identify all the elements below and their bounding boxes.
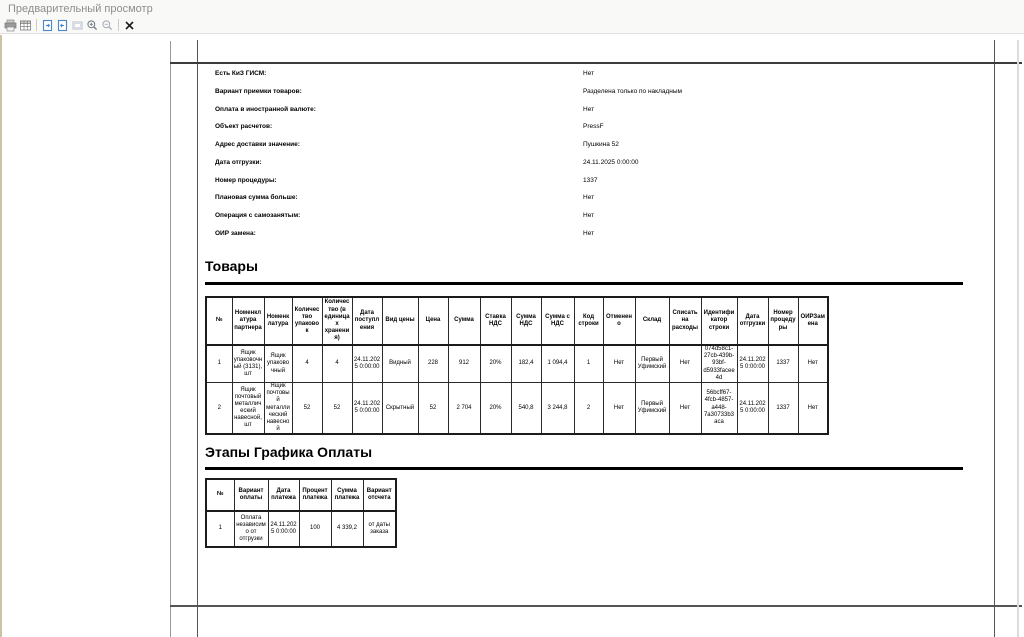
field-label: Объект расчетов: xyxy=(215,123,273,131)
right-margin-guide xyxy=(994,40,995,637)
top-margin-line xyxy=(170,62,1022,64)
field-label: Есть КиЗ ГИСМ: xyxy=(215,70,267,77)
column-header: Дата поступления xyxy=(352,297,382,345)
table-cell: Ящик упаковочный xyxy=(264,345,292,382)
field-row xyxy=(215,156,975,174)
table-cell: Ящик упаковочный (3131), шт xyxy=(232,345,264,382)
print-icon[interactable] xyxy=(3,18,17,32)
table-cell: 52 xyxy=(322,382,352,434)
table-row xyxy=(206,511,396,547)
table-cell: Ящик почтовый металлический навесной xyxy=(264,382,292,434)
column-header: Процент платежа xyxy=(299,479,331,511)
document-fields xyxy=(215,67,975,245)
products-table xyxy=(205,296,829,435)
field-value: Нет xyxy=(583,212,595,219)
table-cell: 2 xyxy=(206,382,232,434)
field-label: Адрес доставки значение: xyxy=(215,141,300,148)
grid-icon[interactable] xyxy=(18,18,32,32)
field-label: Плановая сумма больше: xyxy=(215,194,298,202)
table-cell: 20% xyxy=(480,382,511,434)
table-cell: Первый Уфимский xyxy=(635,382,669,434)
column-header: Количество (в единицах хранения) xyxy=(322,297,352,345)
table-cell: 24.11.2025 0:00:00 xyxy=(352,382,382,434)
left-margin-guide xyxy=(197,40,198,637)
section-rule xyxy=(205,467,963,470)
table-cell: 56bcff67-4fcb-4857-a448-7a30733b3aca xyxy=(701,382,737,434)
field-value: Нет xyxy=(583,194,595,202)
column-header: Вариант оплаты xyxy=(234,479,268,511)
field-row xyxy=(215,120,975,138)
table-cell: Видный xyxy=(382,345,418,382)
column-header: Цена xyxy=(418,297,448,345)
table-cell: 912 xyxy=(448,345,480,382)
field-label: Вариант приемки товаров: xyxy=(215,87,302,95)
table-cell: Нет xyxy=(798,382,828,434)
zoom-in-icon[interactable] xyxy=(85,18,99,32)
toolbar-separator xyxy=(36,19,37,31)
field-value: Нет xyxy=(583,70,595,77)
page-prev-icon[interactable] xyxy=(55,18,69,32)
table-cell: 20% xyxy=(480,345,511,382)
field-label: ОИР замена: xyxy=(215,229,256,237)
toolbar-separator xyxy=(118,19,119,31)
column-header: № xyxy=(206,297,232,345)
column-header: Сумма с НДС xyxy=(541,297,574,345)
window-title: Предварительный просмотр xyxy=(0,0,1024,17)
field-label: Номер процедуры: xyxy=(215,176,277,184)
table-cell: Нет xyxy=(669,345,701,382)
column-header: ОИРЗамена xyxy=(798,297,828,345)
table-cell: 1 xyxy=(206,511,234,547)
table-cell: 2 704 xyxy=(448,382,480,434)
column-header: Сумма НДС xyxy=(511,297,541,345)
column-header: Дата отгрузки xyxy=(737,297,768,345)
toolbar xyxy=(0,17,1024,34)
payments-table xyxy=(205,478,397,548)
field-row xyxy=(215,103,975,121)
field-row xyxy=(215,138,975,156)
close-icon[interactable] xyxy=(122,18,136,32)
table-cell: 1337 xyxy=(768,382,798,434)
column-header: Вид цены xyxy=(382,297,418,345)
table-cell: 2 xyxy=(574,382,603,434)
table-cell: от даты заказа xyxy=(363,511,396,547)
field-row xyxy=(215,227,975,245)
field-label: Дата отгрузки: xyxy=(215,158,262,166)
table-cell: 1337 xyxy=(768,345,798,382)
page-left-edge xyxy=(170,41,171,637)
table-row xyxy=(206,382,828,434)
table-cell: 228 xyxy=(418,345,448,382)
table-cell: 24.11.2025 0:00:00 xyxy=(352,345,382,382)
field-value: Пушкина 52 xyxy=(583,141,619,148)
table-cell: 4 xyxy=(292,345,322,382)
table-cell: 182,4 xyxy=(511,345,541,382)
column-header: № xyxy=(206,479,234,511)
field-value: Разделена только по накладным xyxy=(583,87,682,95)
page-next-icon[interactable] xyxy=(40,18,54,32)
table-cell: Нет xyxy=(798,345,828,382)
table-cell: Скрытный xyxy=(382,382,418,434)
table-cell: 4 339,2 xyxy=(331,511,363,547)
section-rule xyxy=(205,282,963,285)
table-cell: Оплата независимо от отгрузки xyxy=(234,511,268,547)
table-row xyxy=(206,345,828,382)
table-cell: 1 xyxy=(206,345,232,382)
bottom-margin-line xyxy=(170,605,1022,607)
table-cell: 1 xyxy=(574,345,603,382)
table-cell: 24.11.2025 0:00:00 xyxy=(268,511,299,547)
field-row xyxy=(215,67,975,85)
field-value: 24.11.2025 0:00:00 xyxy=(583,158,639,166)
zoom-out-icon[interactable] xyxy=(100,18,114,32)
section-title-payments: Этапы Графика Оплаты xyxy=(205,444,373,460)
table-cell: 52 xyxy=(418,382,448,434)
table-cell: 100 xyxy=(299,511,331,547)
column-header: Вариант отсчета xyxy=(363,479,396,511)
column-header: Номенклатура партнера xyxy=(232,297,264,345)
table-cell: 540,8 xyxy=(511,382,541,434)
column-header: Списать на расходы xyxy=(669,297,701,345)
field-row xyxy=(215,174,975,192)
table-cell: Ящик почтовый металлический навесной, шт xyxy=(232,382,264,434)
table-cell: Нет xyxy=(603,345,635,382)
table-cell: Первый Уфимский xyxy=(635,345,669,382)
column-header: Дата платежа xyxy=(268,479,299,511)
preview-area xyxy=(0,35,1024,637)
window-left-border xyxy=(0,35,2,637)
table-cell: 3 244,8 xyxy=(541,382,574,434)
table-cell: Нет xyxy=(669,382,701,434)
section-title-products: Товары xyxy=(205,258,258,274)
field-value: Нет xyxy=(583,229,595,237)
table-cell: 24.11.2025 0:00:00 xyxy=(737,382,768,434)
column-header: Номер процедуры xyxy=(768,297,798,345)
column-header: Склад xyxy=(635,297,669,345)
column-header: Ставка НДС xyxy=(480,297,511,345)
field-value: 1337 xyxy=(583,176,598,184)
table-cell: Нет xyxy=(603,382,635,434)
table-cell: 4 xyxy=(322,345,352,382)
table-cell: 1 094,4 xyxy=(541,345,574,382)
field-row xyxy=(215,209,975,227)
column-header: Номенклатура xyxy=(264,297,292,345)
column-header: Сумма xyxy=(448,297,480,345)
column-header: Сумма платежа xyxy=(331,479,363,511)
field-row xyxy=(215,191,975,209)
column-header: Количество упаковок xyxy=(292,297,322,345)
field-label: Оплата в иностранной валюте: xyxy=(215,105,316,113)
column-header: Код строки xyxy=(574,297,603,345)
table-cell: 074d58c1-27cb-439b-93bf-d5933facee4d xyxy=(701,345,737,382)
column-header: Идентификатор строки xyxy=(701,297,737,345)
page-right-edge xyxy=(1017,40,1019,637)
column-header: Отменено xyxy=(603,297,635,345)
table-cell: 52 xyxy=(292,382,322,434)
field-row xyxy=(215,85,975,103)
page-margins-icon[interactable] xyxy=(70,18,84,32)
table-cell: 24.11.2025 0:00:00 xyxy=(737,345,768,382)
field-value: Нет xyxy=(583,105,595,113)
field-value: PressF xyxy=(583,123,604,131)
field-label: Операция с самозанятым: xyxy=(215,212,301,219)
